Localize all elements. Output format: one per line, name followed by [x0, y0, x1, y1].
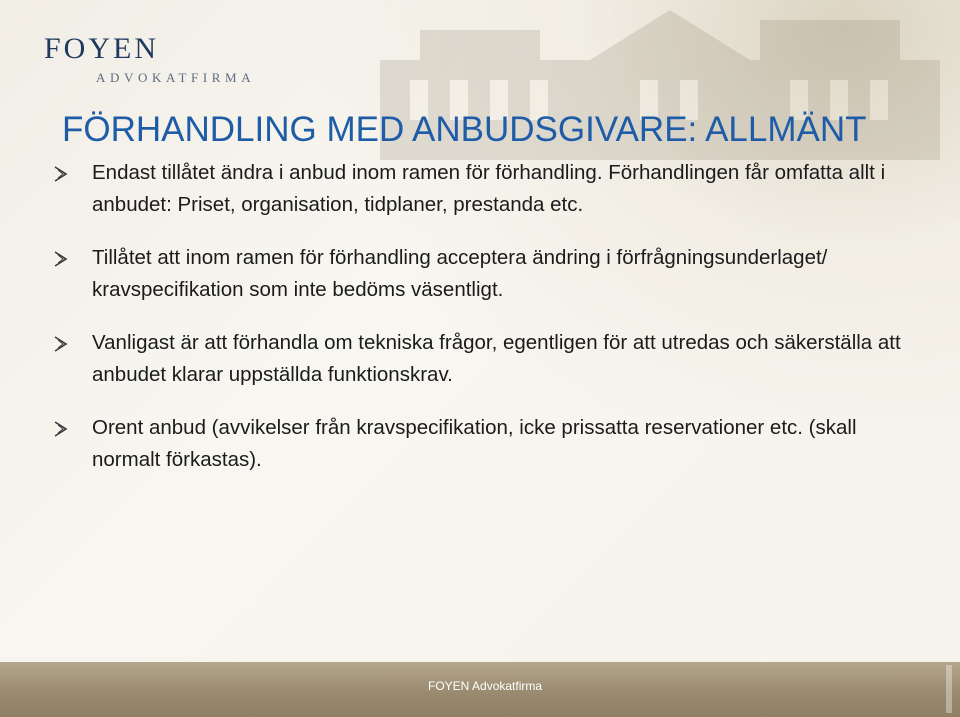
arrow-right-icon	[52, 251, 68, 267]
slide-title: FÖRHANDLING MED ANBUDSGIVARE: ALLMÄNT	[62, 110, 867, 149]
arrow-right-icon	[52, 336, 68, 352]
footer-text: FOYEN Advokatfirma	[428, 679, 543, 693]
bullet-list	[50, 157, 910, 497]
logo-tagline: ADVOKATFIRMA	[96, 70, 256, 85]
logo-name: FOYEN	[44, 32, 160, 65]
arrow-right-icon	[52, 166, 68, 182]
footer-accent-strip	[946, 665, 952, 713]
company-logo	[44, 34, 255, 86]
bullet-text: Vanligast är att förhandla om tekniska frågor, egentligen för att utredas och säkerställa att anbudet klarar uppställda funktionskrav.	[92, 331, 901, 386]
bullet-text: Orent anbud (avvikelser från kravspecifikation, icke prissatta reservationer etc. (skall normalt förkastas).	[92, 416, 857, 471]
bullet-item	[50, 242, 910, 306]
bullet-text: Endast tillåtet ändra i anbud inom ramen för förhandling. Förhandlingen får omfatta allt i anbudet: Priset, organisation, tidplaner, prestanda etc.	[92, 161, 886, 216]
bullet-text: Tillåtet att inom ramen för förhandling acceptera ändring i förfrågningsunderlaget/ kravspecifikation som inte bedöms väsentligt.	[92, 246, 828, 301]
bullet-item	[50, 157, 910, 221]
arrow-right-icon	[52, 421, 68, 437]
bullet-item	[50, 327, 910, 391]
bullet-item	[50, 412, 910, 476]
